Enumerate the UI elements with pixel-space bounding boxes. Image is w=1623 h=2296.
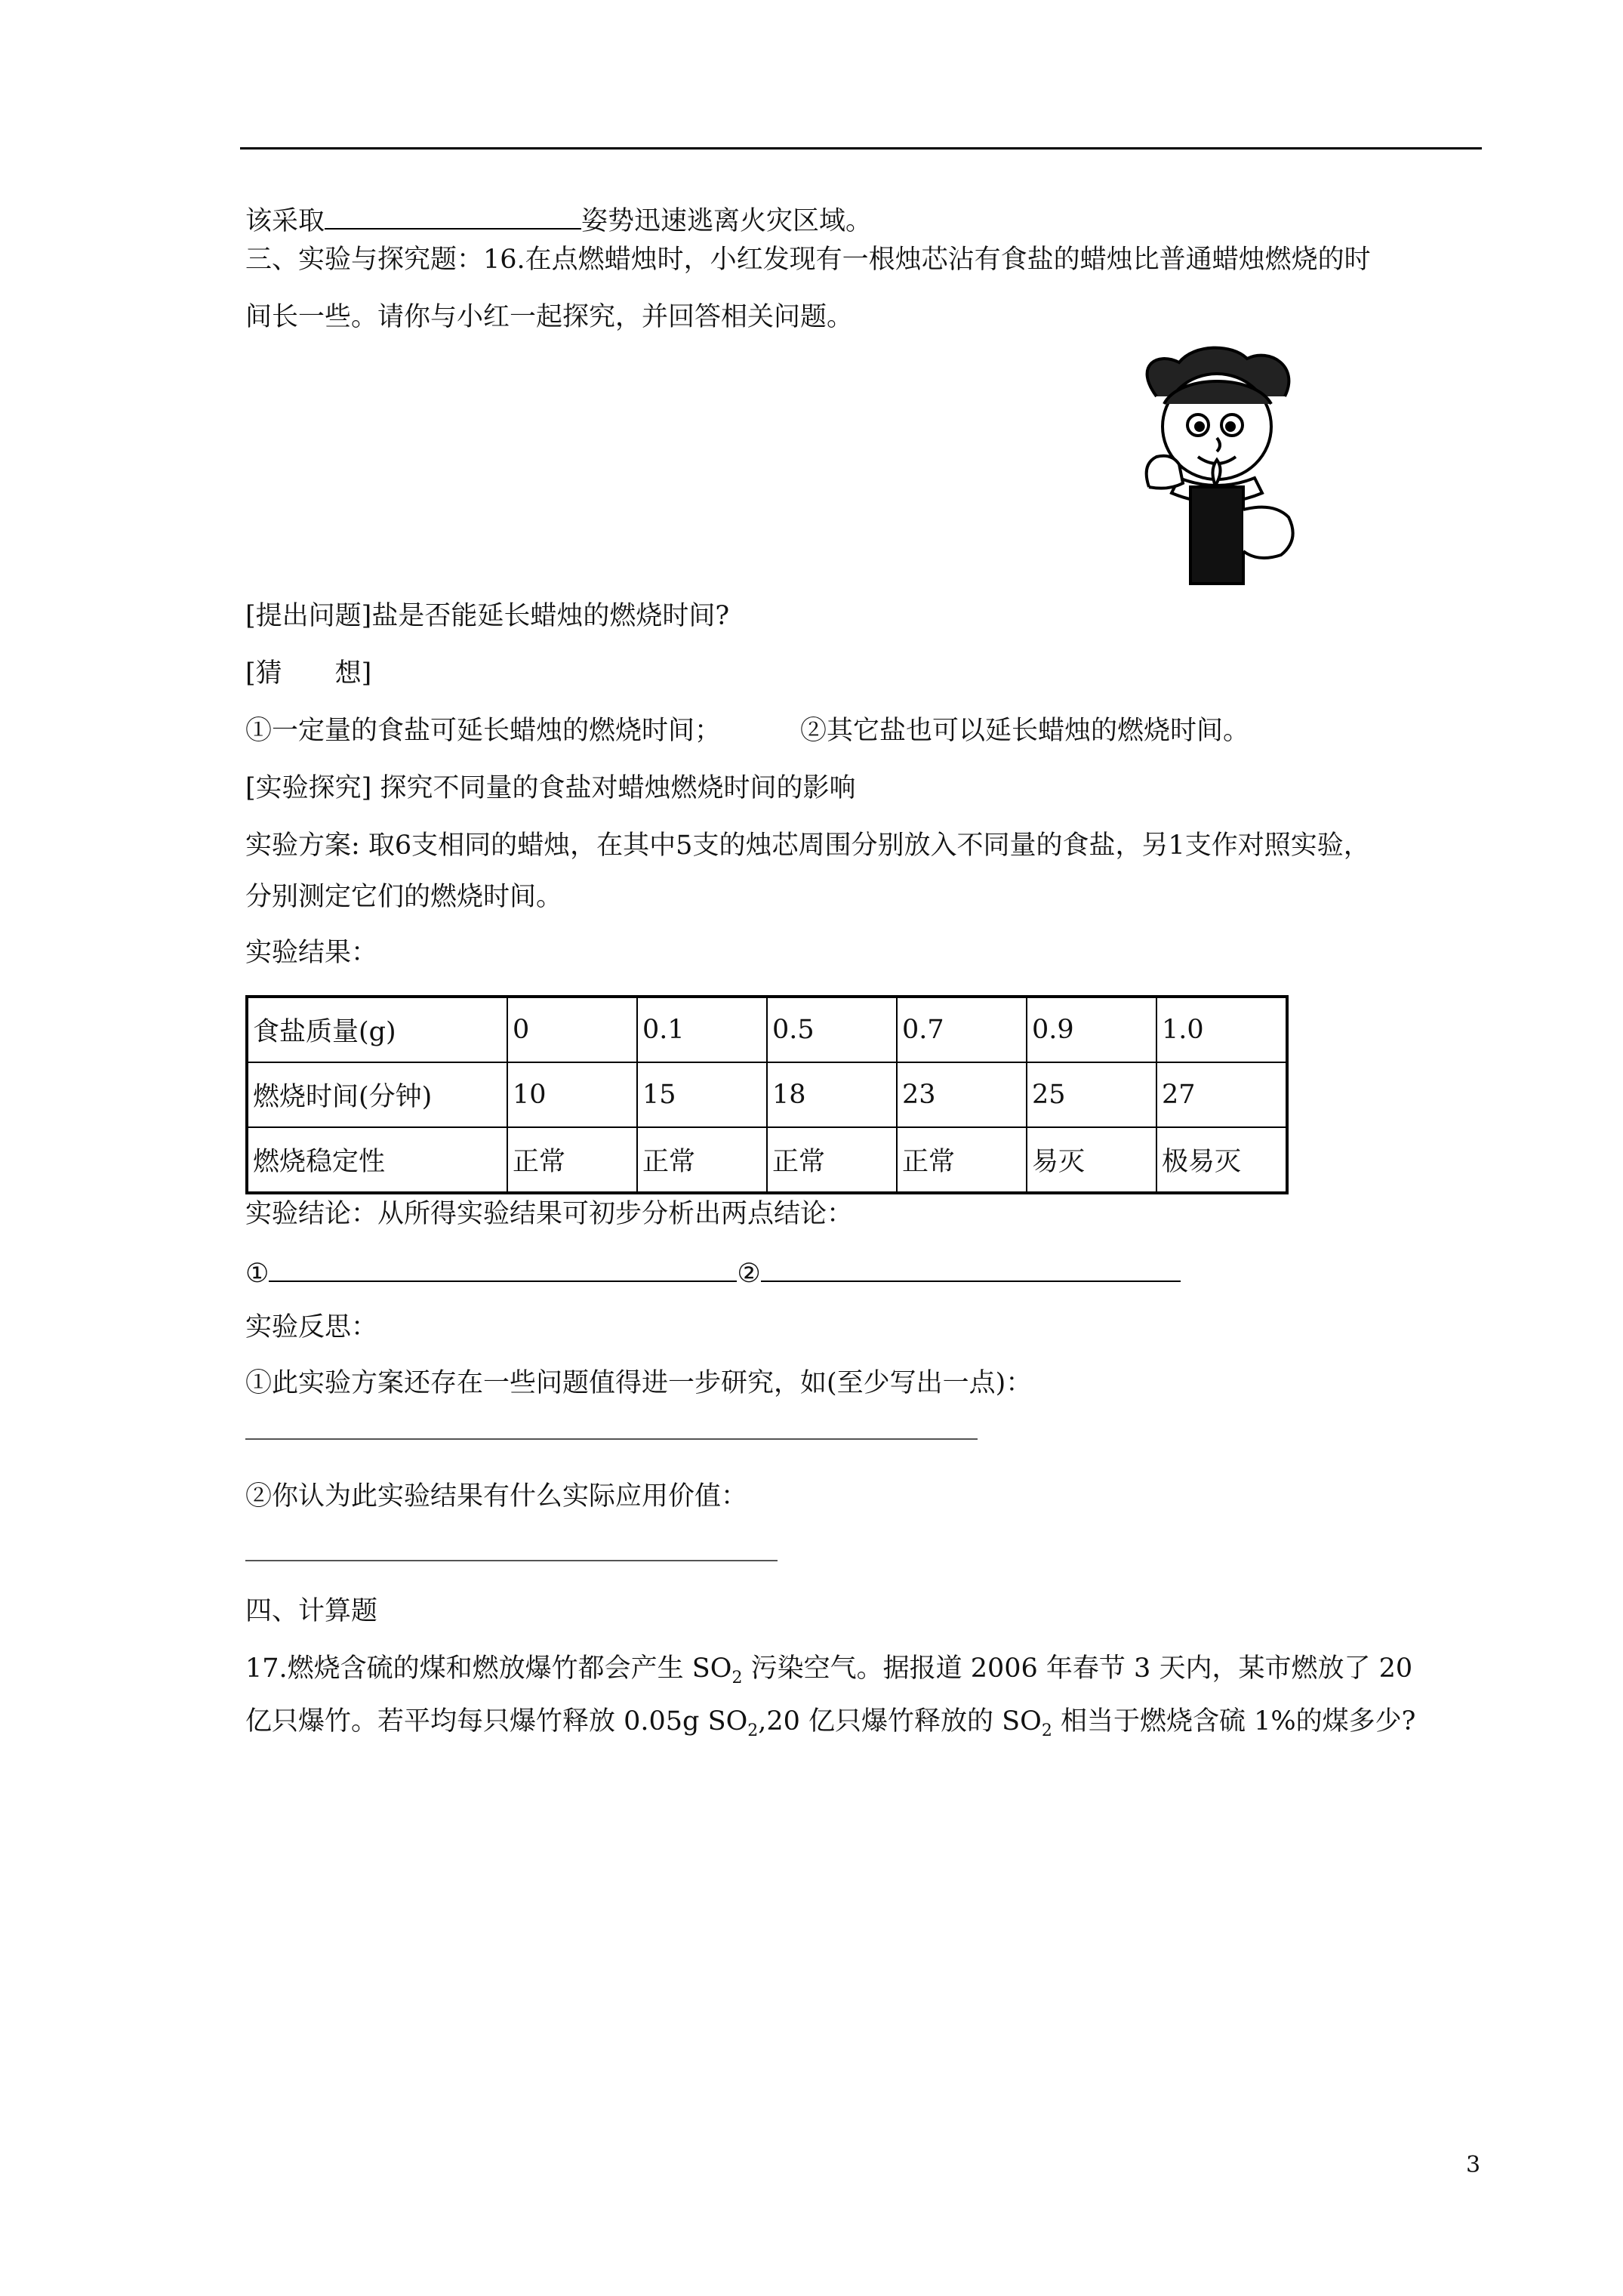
row-label: 燃烧时间(分钟) (247, 1062, 507, 1127)
table-cell: 极易灭 (1156, 1127, 1287, 1193)
q17-line1 (245, 1652, 1412, 1695)
table-cell: 0.5 (767, 997, 897, 1062)
table-cell: 正常 (507, 1127, 637, 1193)
q17-line2-sub2: 2 (1041, 1721, 1052, 1740)
table-cell: 10 (507, 1062, 637, 1127)
question-label: [提出问题] (245, 601, 372, 631)
explore-text: 探究不同量的食盐对蜡烛燃烧时间的影响 (380, 773, 856, 803)
q17-line2-b: ,20 亿只爆竹释放的 SO (758, 1706, 1042, 1737)
table-cell: 正常 (767, 1127, 897, 1193)
q15-tail-line (245, 201, 872, 238)
conclusion-answer-line (245, 1253, 1181, 1290)
results-table (245, 995, 1289, 1194)
q17-line1-sub: 2 (731, 1669, 743, 1687)
table-cell: 25 (1027, 1062, 1156, 1127)
hypothesis-line (245, 714, 1249, 747)
reflection-2: ②你认为此实验结果有什么实际应用价值： (245, 1481, 748, 1512)
table-cell: 1.0 (1156, 997, 1287, 1062)
section3-intro-line1: 三、实验与探究题：16.在点燃蜡烛时，小红发现有一根烛芯沾有食盐的蜡烛比普通蜡烛燃烧的时 (245, 245, 1371, 275)
header-rule (240, 147, 1482, 149)
conclusion-blank-2[interactable] (761, 1253, 1181, 1282)
q17-line2-a: 亿只爆竹。若平均每只爆竹释放 0.05g SO (245, 1706, 748, 1737)
table-cell: 15 (637, 1062, 767, 1127)
conclusion-marker-2: ② (737, 1259, 761, 1289)
q17-line2-c: 相当于燃烧含硫 1%的煤多少? (1052, 1706, 1416, 1737)
table-cell: 正常 (637, 1127, 767, 1193)
table-row (247, 1127, 1287, 1193)
plan-line2: 分别测定它们的燃烧时间。 (245, 882, 563, 912)
question-text: 盐是否能延长蜡烛的燃烧时间? (371, 601, 730, 631)
section4-title: 四、计算题 (245, 1596, 378, 1626)
reflection-2-answer-line[interactable] (245, 1560, 778, 1561)
q17-line2 (245, 1705, 1415, 1748)
hypothesis-1: ①一定量的食盐可延长蜡烛的燃烧时间； (245, 716, 722, 746)
explore-label: [实验探究] (245, 773, 372, 803)
conclusion-marker-1: ① (245, 1259, 269, 1289)
table-row (247, 1062, 1287, 1127)
row-label: 燃烧稳定性 (247, 1127, 507, 1193)
answer-blank[interactable] (325, 201, 581, 230)
reflection-1-answer-line[interactable] (245, 1438, 978, 1440)
q17-line1-a: 17.燃烧含硫的煤和燃放爆竹都会产生 SO (245, 1653, 732, 1684)
girl-with-candle-illustration (1104, 344, 1330, 585)
table-cell: 0.9 (1027, 997, 1156, 1062)
table-cell: 易灭 (1027, 1127, 1156, 1193)
q15-tail-after: 姿势迅速逃离火灾区域。 (581, 206, 873, 236)
q15-tail-before: 该采取 (245, 206, 325, 236)
table-cell: 0 (507, 997, 637, 1062)
question-line (245, 599, 729, 633)
table-cell: 0.7 (897, 997, 1027, 1062)
reflection-1: ①此实验方案还存在一些问题值得进一步研究，如(至少写出一点)： (245, 1368, 1033, 1398)
explore-line (245, 772, 855, 805)
reflection-label: 实验反思： (245, 1312, 378, 1342)
table-cell: 0.1 (637, 997, 767, 1062)
table-cell: 27 (1156, 1062, 1287, 1127)
conclusion-label: 实验结论：从所得实验结果可初步分析出两点结论： (245, 1199, 854, 1229)
table-cell: 18 (767, 1062, 897, 1127)
page-number: 3 (1466, 2152, 1481, 2178)
plan-line1: 实验方案: 取6支相同的蜡烛，在其中5支的烛芯周围分别放入不同量的食盐，另1支作对照实验， (245, 831, 1370, 861)
results-label: 实验结果： (245, 938, 378, 968)
table-cell: 正常 (897, 1127, 1027, 1193)
q17-line2-sub1: 2 (747, 1721, 759, 1740)
section3-intro-line2: 间长一些。请你与小红一起探究，并回答相关问题。 (245, 302, 854, 332)
table-cell: 23 (897, 1062, 1027, 1127)
row-label: 食盐质量(g) (247, 997, 507, 1062)
conclusion-blank-1[interactable] (269, 1253, 737, 1282)
hypothesis-2: ②其它盐也可以延长蜡烛的燃烧时间。 (800, 716, 1250, 746)
q17-line1-b: 污染空气。据报道 2006 年春节 3 天内，某市燃放了 20 (742, 1653, 1413, 1684)
table-row (247, 997, 1287, 1062)
hypothesis-label: [猜 想] (245, 658, 372, 689)
